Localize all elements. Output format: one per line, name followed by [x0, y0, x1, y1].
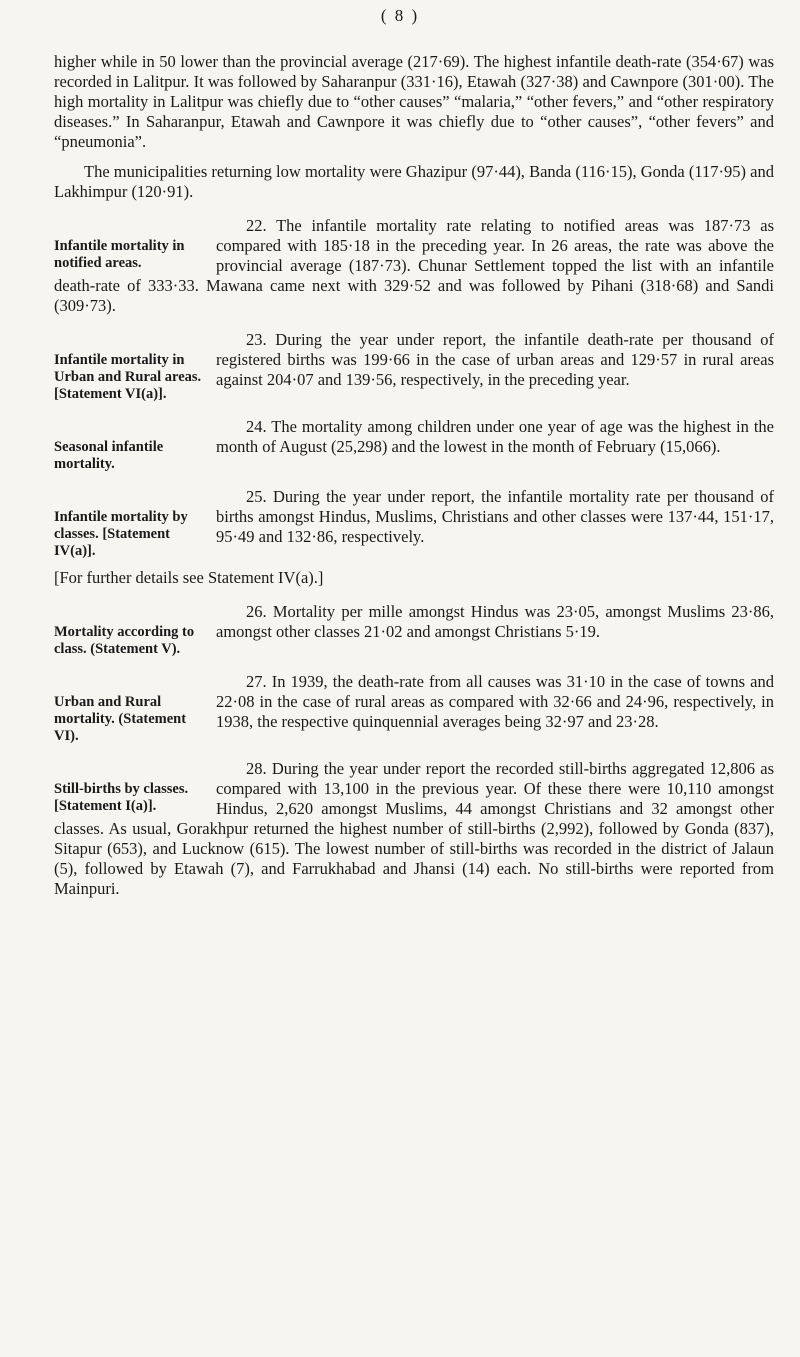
intro-paragraph-2: The municipalities returning low mortality were Ghazipur (97·44), Banda (116·15), Gonda (117·95) and Lakhimpur (120·91). — [54, 162, 774, 201]
section-22 — [54, 216, 774, 316]
section-28 — [54, 759, 774, 899]
further-details-note: [For further details see Statement IV(a).] — [54, 568, 324, 587]
paragraph-28: 28. During the year under report the recorded still-births aggregated 12,806 as compared with 13,100 in the previous year. Of these there were 10,110 amongst Hindus, 2,620 amongst Muslims, 44 amongst Christians and 32 amongst other classes. As usual, Gorakhpur returned the highest number of still-births (2,992), followed by Gonda (837), Sitapur (653), and Lucknow (615). The lowest number of still-births was recorded in the district of Jalaun (5), followed by Etawah (7), and Farrukhabad and Jhansi (14) each. No still-births were reported from Mainpuri. — [54, 759, 774, 898]
paragraph-23: 23. During the year under report, the infantile death-rate per thousand of registered births was 199·66 in the case of urban areas and 129·57 in rural areas against 204·07 and 139·56, respectively, in the preceding year. — [216, 330, 774, 389]
section-23 — [54, 330, 774, 403]
paragraph-27: 27. In 1939, the death-rate from all causes was 31·10 in the case of towns and 22·08 in the case of rural areas as compared with 32·66 and 24·96, respectively, in 1938, the respective quinquennial averages being 32·97 and 23·28. — [216, 672, 774, 731]
paragraph-24: 24. The mortality among children under one year of age was the highest in the month of August (25,298) and the lowest in the month of February (15,066). — [216, 417, 774, 456]
paragraph-22: 22. The infantile mortality rate relating to notified areas was 187·73 as compared with 185·18 in the preceding year. In 26 areas, the rate was above the provincial average (187·73). Chunar Settlement topped the list with an infantile death-rate of 333·33. Mawana came next with 329·52 and was followed by Pihani (318·68) and Sandi (309·73). — [54, 216, 774, 315]
section-25 — [54, 487, 774, 588]
section-26 — [54, 602, 774, 658]
intro-paragraph-1: higher while in 50 lower than the provincial average (217·69). The highest infantile death-rate (354·67) was recorded in Lalitpur. It was followed by Saharanpur (331·16), Etawah (327·38) and Cawnpore (301·00). The high mortality in Lalitpur was chiefly due to “other causes” “malaria,” “other fevers,” and “other respiratory diseases.” In Saharanpur, Etawah and Cawnpore it was chiefly due to “other causes”, “other fevers” and “pneumonia”. — [54, 52, 774, 151]
sidenote-urban-rural-infantile: Infantile mortality in Urban and Rural areas. [Statement VI(a)]. — [54, 352, 202, 402]
paragraph-25: 25. During the year under report, the infantile mortality rate per thousand of births amongst Hindus, Muslims, Christians and other classes were 137·44, 151·17, 95·49 and 132·86, respectively. — [216, 487, 774, 546]
sidenote-seasonal: Seasonal infantile mortality. — [54, 439, 164, 472]
section-24 — [54, 417, 774, 473]
page-content — [54, 52, 774, 899]
sidenote-mortality-class: Mortality according to class. (Statement V). — [54, 624, 195, 657]
sidenote-urban-rural-mortality: Urban and Rural mortality. (Statement VI). — [54, 694, 187, 744]
sidenote-by-classes: Infantile mortality by classes. [Statement IV(a)]. — [54, 509, 188, 559]
sidenote-notified-areas: Infantile mortality in notified areas. — [54, 238, 185, 271]
section-27 — [54, 672, 774, 745]
paragraph-26: 26. Mortality per mille amongst Hindus was 23·05, amongst Muslims 23·86, amongst other classes 21·02 and amongst Christians 5·19. — [216, 602, 774, 641]
page-number: ( 8 ) — [380, 6, 420, 25]
sidenote-still-births: Still-births by classes. [Statement I(a)]. — [54, 781, 189, 814]
